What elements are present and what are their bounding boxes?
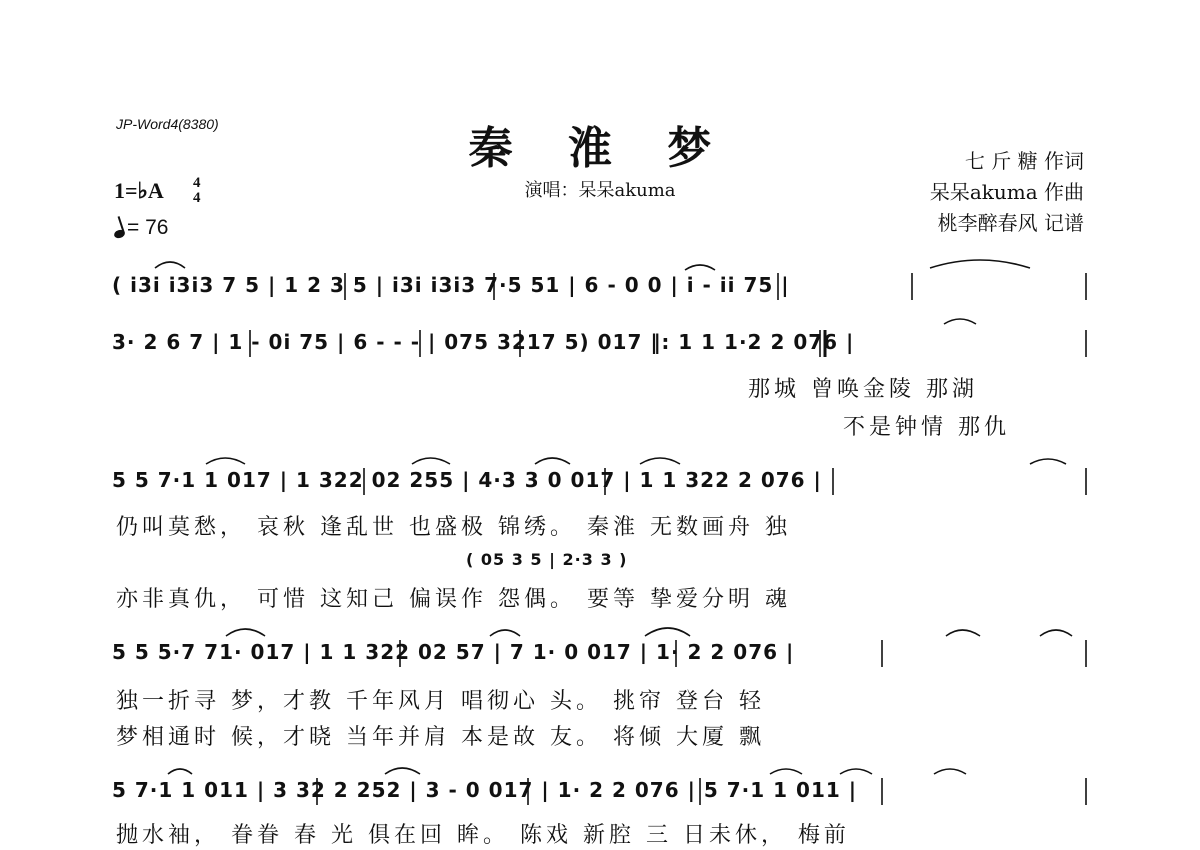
system-4-melody: 5 5 5·7 71· 017 | 1 1 322 02 57 | 7 1· 0 017 | 1· 2 2 076 | <box>112 640 795 664</box>
system-2-melody: 3· 2 6 7 | 1 - 0i̇ 75 | 6 - - - | 075 3217 5) 017 ‖: 1 1 1·2 2 076 | <box>112 330 855 354</box>
system-1-melody: ( i̇3i̇ i̇3i̇3 7 5 | 1 2 3 5 | i̇3i̇ i̇3i̇3 7·5 51 | 6 - 0 0 | i̇ - i̇i̇ 75 | <box>112 273 790 297</box>
system-2-lyric-verse-2: 不是钟情 那仇 <box>843 415 1010 440</box>
tempo-value: = 76 <box>127 216 169 239</box>
time-signature-bottom: 4 <box>193 190 201 206</box>
lyricist-credit: 七 斤 糖 作词 <box>964 149 1084 173</box>
system-3-melody: 5 5 7·1 1 017 | 1 322 02 255 | 4·3 3 0 017 | 1 1 322 2 076 | <box>112 468 822 492</box>
composer-credit: 呆呆akuma 作曲 <box>929 180 1084 204</box>
time-signature-top: 4 <box>193 175 201 191</box>
transcriber-credit: 桃李醉春风 记谱 <box>937 211 1084 235</box>
system-5-lyric-verse-1: 抛水袖， 眷眷 春 光 俱在回 眸。 陈戏 新腔 三 日未休， 梅前 <box>116 823 850 848</box>
system-3-lyric-verse-2: 亦非真仇， 可惜 这知己 偏误作 怨偶。 要等 挚爱分明 魂 <box>116 587 791 612</box>
interlude-melody: ( 05 3 5 | 2·3 3 ) <box>466 550 628 569</box>
system-4-lyric-verse-1: 独一折寻 梦，才教 千年风月 唱彻心 头。 挑帘 登台 轻 <box>116 689 765 714</box>
system-4-lyric-verse-2: 梦相通时 候，才晓 当年并肩 本是故 友。 将倾 大厦 飘 <box>116 725 765 750</box>
software-label: JP-Word4(8380) <box>116 116 219 132</box>
key-signature: 1=♭A <box>114 178 164 203</box>
singer-line: 演唱：呆呆akuma <box>524 180 676 201</box>
system-5-melody: 5 7·1 1 011 | 3 32 2 252 | 3 - 0 017 | 1· 2 2 076 | 5 7·1 1 011 | <box>112 778 858 802</box>
system-3-lyric-verse-1: 仍叫莫愁， 哀秋 逢乱世 也盛极 锦绣。 秦淮 无数画舟 独 <box>116 515 791 540</box>
song-title: 秦 淮 梦 <box>468 123 732 174</box>
system-2-lyric-verse-1: 那城 曾唤金陵 那湖 <box>748 377 978 402</box>
